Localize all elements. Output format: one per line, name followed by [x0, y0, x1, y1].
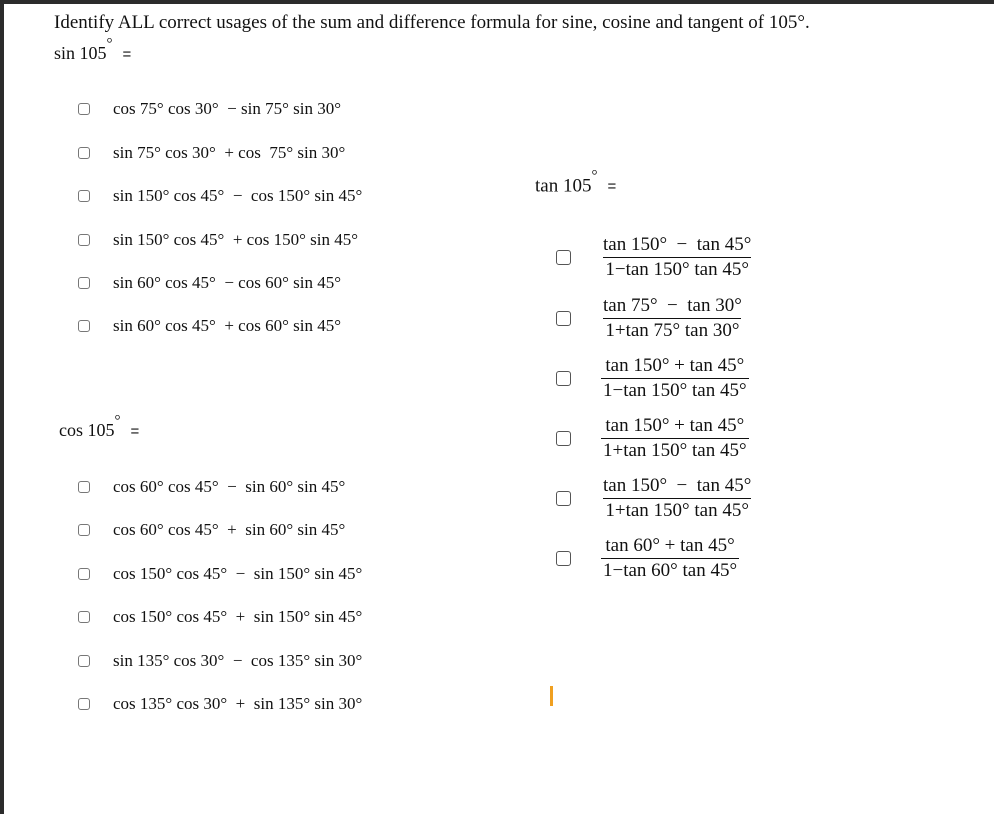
option-text: sin 75° cos 30° + cos 75° sin 30° [113, 143, 346, 162]
cos-option-1[interactable] [78, 475, 345, 499]
numerator: tan 150° + tan 45° [605, 414, 745, 436]
sin-option-3[interactable] [78, 184, 362, 208]
tan-option-6[interactable] [556, 533, 739, 583]
tan-option-1[interactable] [556, 232, 753, 282]
option-text: cos 60° cos 45° + sin 60° sin 45° [113, 520, 346, 539]
cos-option-4[interactable] [78, 605, 362, 629]
checkbox[interactable] [556, 431, 571, 446]
numerator: tan 150° − tan 45° [603, 233, 752, 255]
text-cursor [550, 686, 553, 706]
sin-option-4[interactable] [78, 228, 358, 252]
checkbox[interactable] [78, 481, 90, 493]
sin-option-6[interactable] [78, 314, 341, 338]
option-text: cos 150° cos 45° + sin 150° sin 45° [113, 607, 363, 626]
sin-label-text: sin 105 [54, 43, 107, 63]
sin-option-1[interactable] [78, 97, 341, 121]
sin-105-label [54, 36, 132, 64]
fraction [601, 475, 753, 522]
option-text: sin 150° cos 45° + cos 150° sin 45° [113, 230, 359, 249]
tan-label-text: tan 105 [535, 175, 592, 197]
fraction [601, 355, 749, 402]
cos-label-text: cos 105 [59, 420, 115, 440]
sin-option-5[interactable] [78, 271, 341, 295]
sin-option-2[interactable] [78, 141, 345, 165]
cos-option-6[interactable] [78, 692, 362, 716]
cos-option-2[interactable] [78, 518, 345, 542]
sin-degree: ° [106, 36, 113, 52]
tan-equals: = [607, 178, 617, 196]
checkbox[interactable] [556, 491, 571, 506]
checkbox[interactable] [556, 371, 571, 386]
denominator: 1+tan 75° tan 30° [605, 319, 740, 341]
denominator: 1+tan 150° tan 45° [605, 499, 749, 521]
checkbox[interactable] [78, 698, 90, 710]
cos-degree: ° [114, 413, 121, 429]
denominator: 1−tan 60° tan 45° [603, 559, 738, 581]
numerator: tan 150° + tan 45° [605, 354, 745, 376]
option-text: sin 150° cos 45° − cos 150° sin 45° [113, 186, 363, 205]
checkbox[interactable] [78, 568, 90, 580]
option-text: sin 135° cos 30° − cos 135° sin 30° [113, 651, 363, 670]
tan-option-5[interactable] [556, 473, 753, 523]
fraction [601, 234, 753, 281]
cos-option-3[interactable] [78, 562, 362, 586]
window-left-border [0, 0, 4, 814]
option-text: cos 75° cos 30° − sin 75° sin 30° [113, 99, 342, 118]
cos-option-5[interactable] [78, 649, 362, 673]
tan-105-label [535, 168, 617, 197]
sin-equals: = [122, 46, 132, 63]
numerator: tan 75° − tan 30° [603, 294, 742, 316]
option-text: cos 150° cos 45° − sin 150° sin 45° [113, 564, 363, 583]
checkbox[interactable] [78, 234, 90, 246]
question-text: Identify ALL correct usages of the sum and difference formula for sine, cosine and tangent of 105°. [54, 12, 810, 33]
checkbox[interactable] [78, 524, 90, 536]
tan-option-3[interactable] [556, 353, 749, 403]
checkbox[interactable] [78, 655, 90, 667]
checkbox[interactable] [78, 277, 90, 289]
checkbox[interactable] [78, 147, 90, 159]
cos-equals: = [130, 423, 140, 440]
option-text: cos 60° cos 45° − sin 60° sin 45° [113, 477, 346, 496]
numerator: tan 150° − tan 45° [603, 474, 752, 496]
tan-option-4[interactable] [556, 413, 749, 463]
option-text: sin 60° cos 45° + cos 60° sin 45° [113, 316, 342, 335]
tan-option-2[interactable] [556, 293, 744, 343]
denominator: 1−tan 150° tan 45° [605, 258, 749, 280]
denominator: 1+tan 150° tan 45° [603, 439, 747, 461]
fraction [601, 415, 749, 462]
checkbox[interactable] [556, 250, 571, 265]
checkbox[interactable] [556, 551, 571, 566]
checkbox[interactable] [78, 103, 90, 115]
checkbox[interactable] [78, 190, 90, 202]
checkbox[interactable] [556, 311, 571, 326]
option-text: sin 60° cos 45° − cos 60° sin 45° [113, 273, 342, 292]
option-text: cos 135° cos 30° + sin 135° sin 30° [113, 694, 363, 713]
checkbox[interactable] [78, 320, 90, 332]
fraction [601, 295, 744, 342]
denominator: 1−tan 150° tan 45° [603, 379, 747, 401]
tan-degree: ° [591, 168, 598, 184]
window-top-border [0, 0, 994, 4]
numerator: tan 60° + tan 45° [605, 534, 735, 556]
cos-105-label [59, 413, 140, 441]
fraction [601, 535, 739, 582]
checkbox[interactable] [78, 611, 90, 623]
